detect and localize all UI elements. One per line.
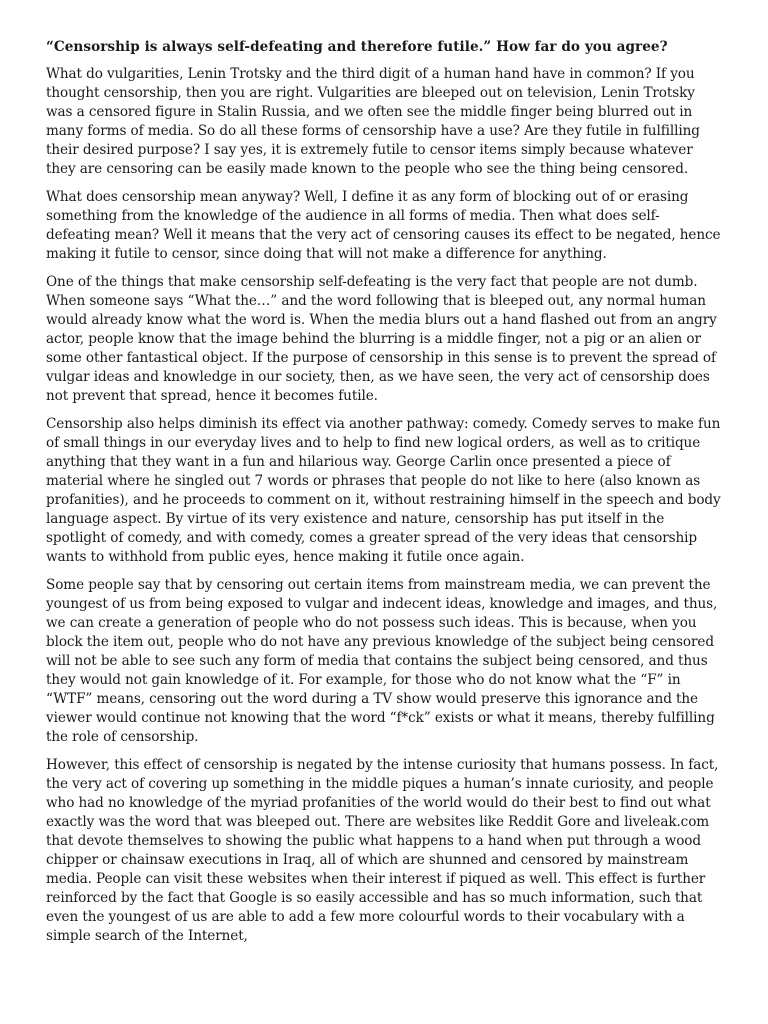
document-page (46, 38, 722, 955)
paragraph-counterargument: Some people say that by censoring out certain items from mainstream media, we can prevent the youngest of us from being exposed to vulgar and indecent ideas, knowledge and images, and thus, we can create a generation of people who do not possess such ideas. This is because, when you block the item out, people who do not have any previous knowledge of the subject being censored will not be able to see such any form of media that contains the subject being censored, and thus they would not gain knowledge of it. For example, for those who do not know what the “F” in “WTF” means, censoring out the word during a TV show would preserve this ignorance and the viewer would continue not knowing that the word “f*ck” exists or what it means, thereby fulfilling the role of censorship. (46, 577, 718, 745)
paragraph-definitions: What does censorship mean anyway? Well, I define it as any form of blocking out of or erasing something from the knowledge of the audience in all forms of media. Then what does self-defeating mean? Well it means that the very act of censoring causes its effect to be negated, hence making it futile to censor, since doing that will not make a difference for anything. (46, 189, 721, 262)
paragraph-intro: What do vulgarities, Lenin Trotsky and the third digit of a human hand have in common? If you thought censorship, then you are right. Vulgarities are bleeped out on television, Lenin Trotsky was a censored figure in Stalin Russia, and we often see the middle finger being blurred out in many forms of media. So do all these forms of censorship have a use? Are they futile in fulfilling their desired purpose? I say yes, it is extremely futile to censor items simply because whatever they are censoring can be easily made known to the people who see the thing being censored. (46, 66, 700, 177)
paragraph-people-not-dumb: One of the things that make censorship self-defeating is the very fact that people are not dumb. When someone says “What the…” and the word following that is bleeped out, any normal human would already know what the word is. When the media blurs out a hand flashed out from an angry actor, people know that the image behind the blurring is a middle finger, not a pig or an alien or some other fantastical object. If the purpose of censorship in this sense is to prevent the spread of vulgar ideas and knowledge in our society, then, as we have seen, the very act of censorship does not prevent that spread, hence it becomes futile. (46, 274, 717, 404)
paragraph-comedy: Censorship also helps diminish its effect via another pathway: comedy. Comedy serves to make fun of small things in our everyday lives and to help to find new logical orders, as well as to critique anything that they want in a fun and hilarious way. George Carlin once presented a piece of material where he singled out 7 words or phrases that people do not like to here (also known as profanities), and he proceeds to comment on it, without restraining himself in the speech and body language aspect. By virtue of its very existence and nature, censorship has put itself in the spotlight of comedy, and with comedy, comes a greater spread of the very ideas that censorship wants to withhold from public eyes, hence making it futile once again. (46, 416, 721, 565)
paragraph-curiosity: However, this effect of censorship is negated by the intense curiosity that humans possess. In fact, the very act of covering up something in the middle piques a human’s innate curiosity, and people who had no knowledge of the myriad profanities of the world would do their best to find out what exactly was the word that was bleeped out. There are websites like Reddit Gore and liveleak.com that devote themselves to showing the public what happens to a hand when put through a wood chipper or chainsaw executions in Iraq, all of which are shunned and censored by mainstream media. People can visit these websites when their interest if piqued as well. This effect is further reinforced by the fact that Google is so easily accessible and has so much information, such that even the youngest of us are able to add a few more colourful words to their vocabulary with a simple search of the Internet, (46, 757, 719, 944)
essay-title: “Censorship is always self-defeating and therefore futile.” How far do you agree? (46, 39, 668, 55)
